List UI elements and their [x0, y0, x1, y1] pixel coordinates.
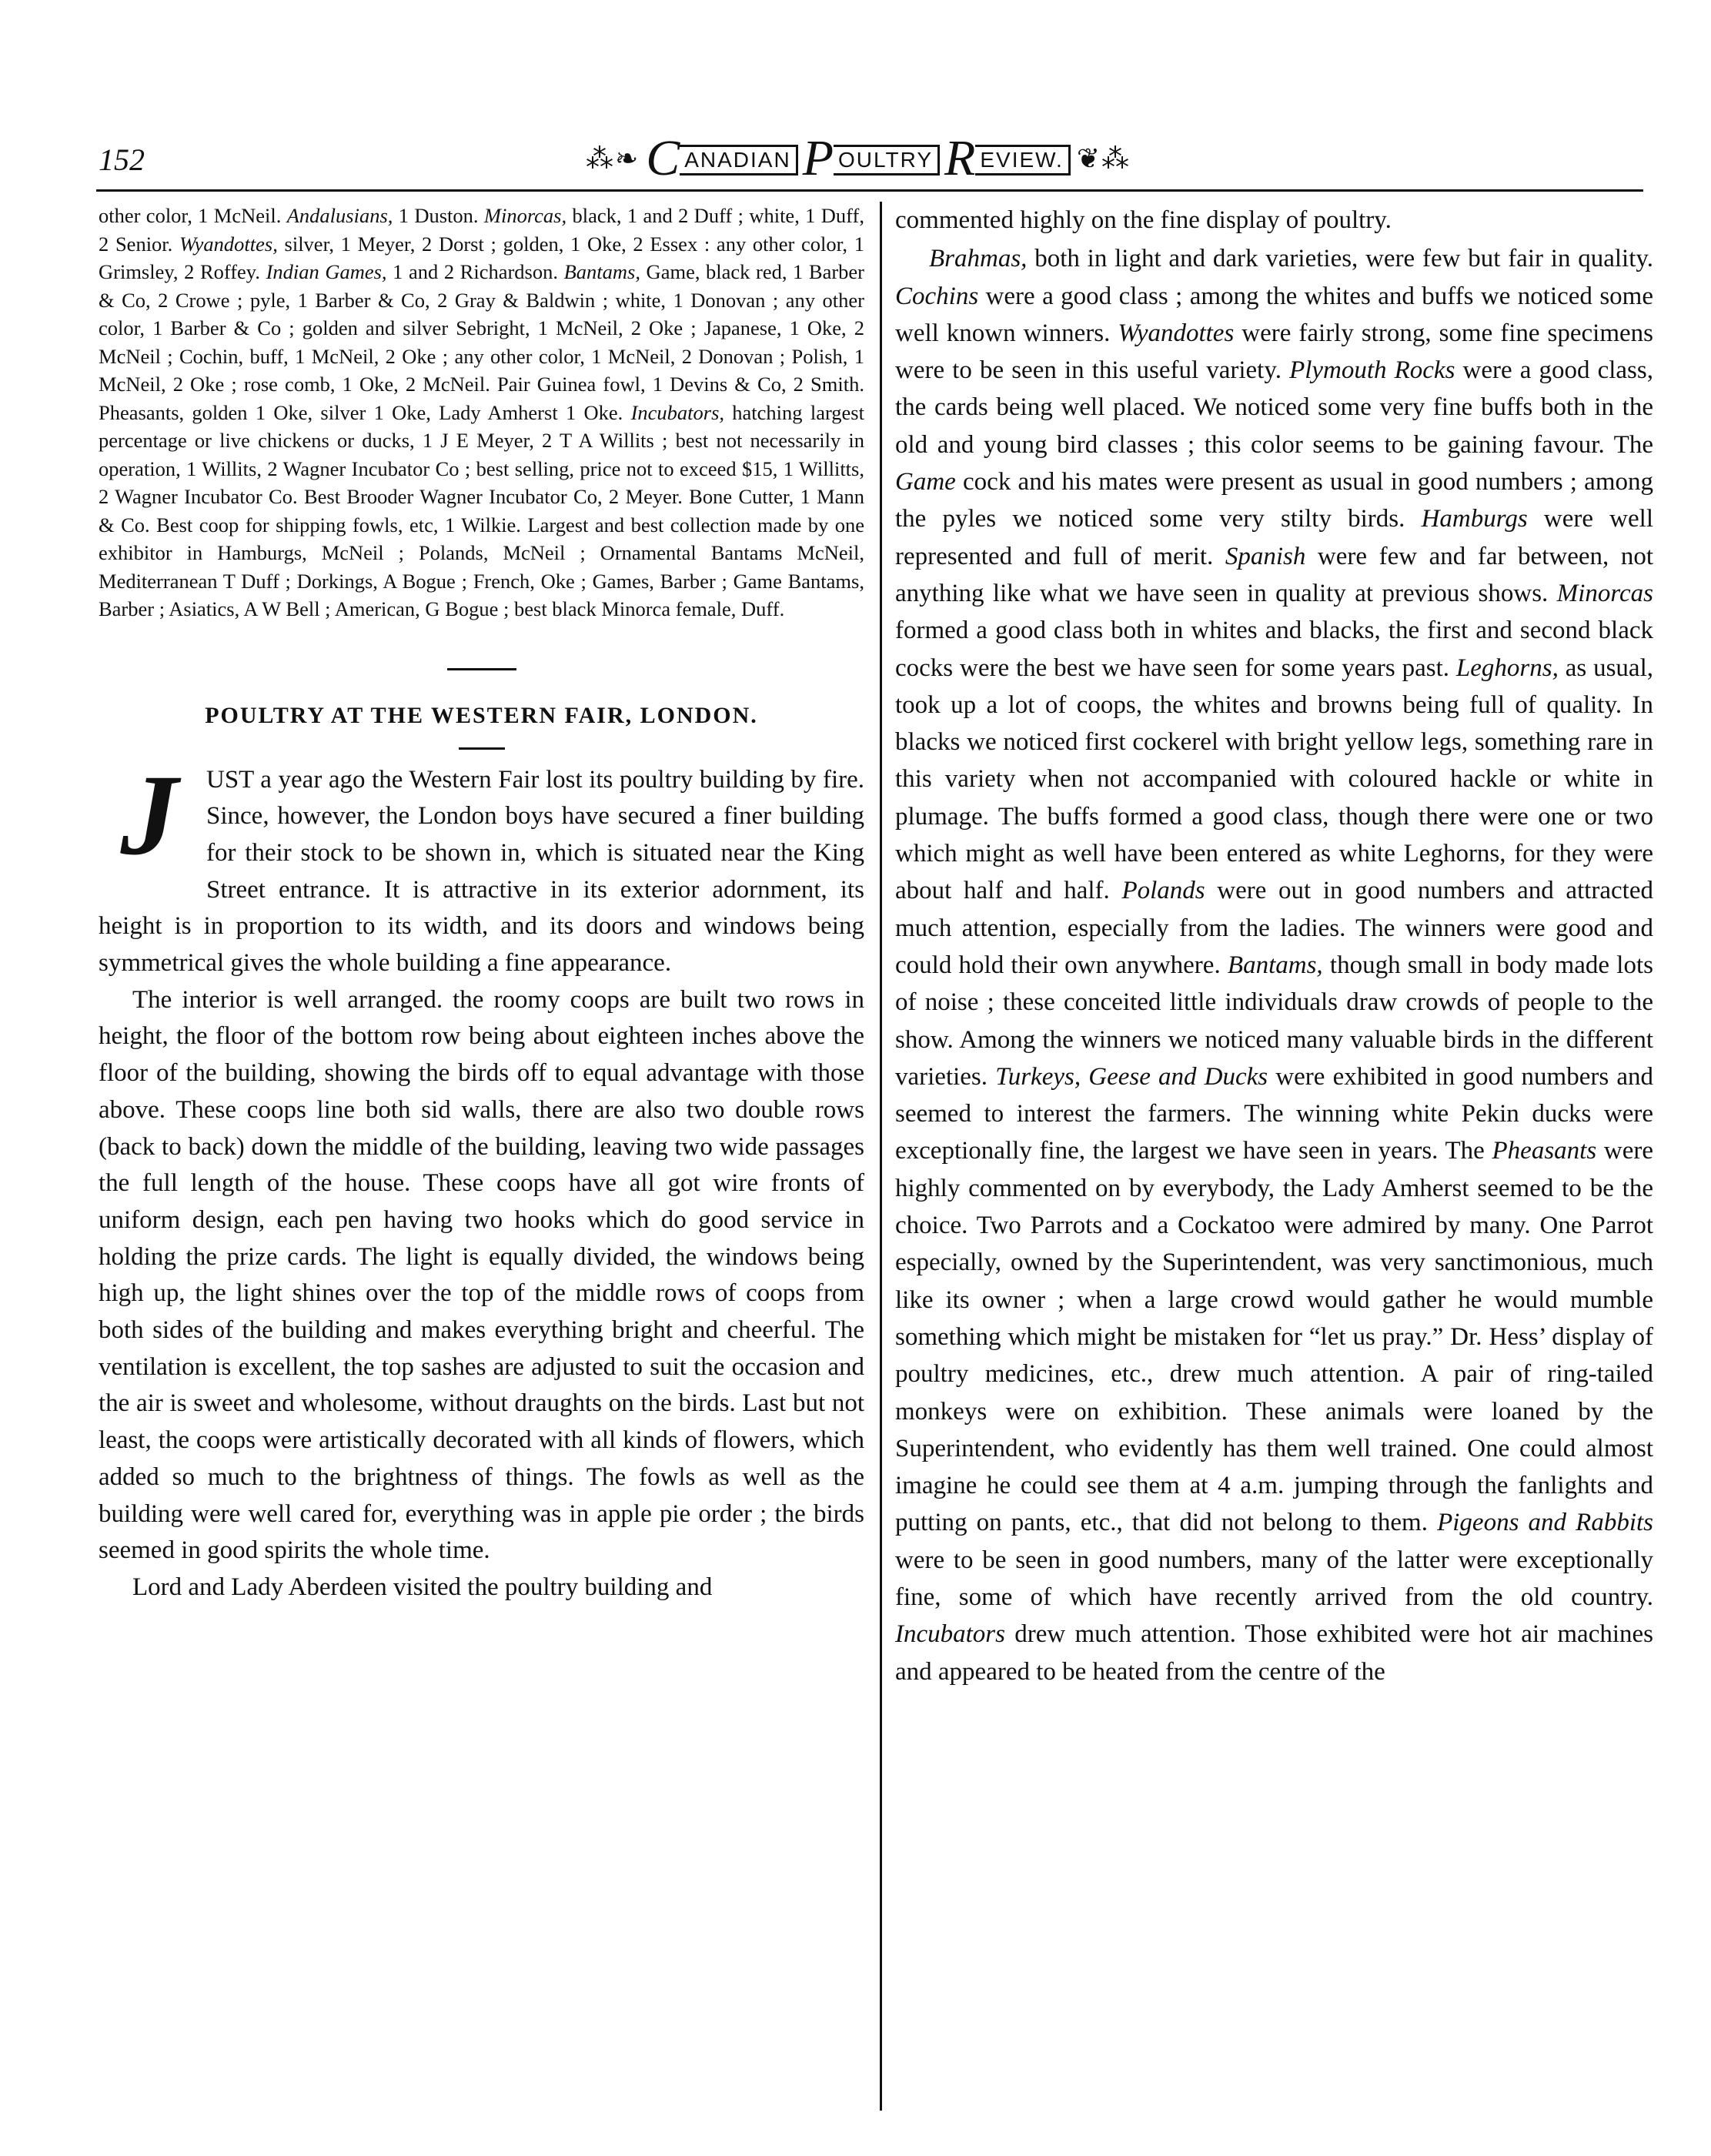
masthead-title [646, 130, 1071, 186]
article-opening [99, 750, 864, 982]
article-paragraph: commented highly on the fine display of poultry. [895, 206, 1392, 234]
article-paragraph: UST a year ago the Western Fair lost its poultry building by fire. Since, however, the London boys have secured a finer building for their stock to be shown in, which is situated near the King Street entrance. It is attractive in its exterior adornment, its height is in proportion to its width, and its doors and windows being symmetrical gives the whole building a fine appearance. [99, 765, 864, 978]
prize-list: other color, 1 McNeil. Andalusians, 1 Duston. Minorcas, black, 1 and 2 Duff ; white, 1 Duff, 2 Senior. Wyandottes, silver, 1 Meyer, 2 Dorst ; golden, 1 Oke, 2 Essex : any other color, 1 Grimsley, 2 Roffey. Indian Games, 1 and 2 Richardson. Bantams, Game, black red, 1 Barber & Co, 2 Crowe ; pyle, 1 Barber & Co, 2 Gray & Baldwin ; white, 1 Donovan ; any other color, 1 Barber & Co ; golden and silver Sebright, 1 McNeil, 2 Oke ; Japanese, 1 Oke, 2 McNeil ; Cochin, buff, 1 McNeil, 2 Oke ; any other color, 1 McNeil, 2 Donovan ; Polish, 1 McNeil, 2 Oke ; rose comb, 1 Oke, 2 McNeil. Pair Guinea fowl, 1 Devins & Co, 2 Smith. Pheasants, golden 1 Oke, silver 1 Oke, Lady Amherst 1 Oke. Incubators, hatching largest percentage or live chickens or ducks, 1 J E Meyer, 2 T A Willits ; best not necessarily in operation, 1 Willits, 2 Wagner Incubator Co ; best selling, price not to exceed $15, 1 Willitts, 2 Wagner Incubator Co. Best Brooder Wagner Incubator Co, 2 Meyer. Bone Cutter, 1 Mann & Co. Best coop for shipping fowls, etc, 1 Wilkie. Largest and best collection made by one exhibitor in Hamburgs, McNeil ; Polands, McNeil ; Ornamental Bantams McNeil, Mediterranean T Duff ; Dorkings, A Bogue ; French, Oke ; Games, Barber ; Game Bantams, Barber ; Asiatics, A W Bell ; American, G Bogue ; best black Minorca female, Duff. [99, 204, 864, 620]
page-number: 152 [99, 142, 145, 177]
header-rule [96, 189, 1643, 192]
masthead-word: R EVIEW. [944, 135, 1071, 182]
masthead [566, 131, 1151, 186]
article-paragraph: Lord and Lady Aberdeen visited the poultry building and [132, 1573, 713, 1601]
right-column [895, 202, 1653, 1690]
ornament-left-icon: ⁂❧ [586, 143, 640, 174]
drop-cap: J [120, 750, 179, 879]
article-paragraph: Brahmas, both in light and dark varieties, were few but fair in quality. Cochins were a good class ; among the whites and buffs we noticed some well known winners. Wyandottes were fairly strong, some fine specimens were to be seen in this useful variety. Plymouth Rocks were a good class, the cards being well placed. We noticed some very fine buffs both in the old and young bird classes ; this color seems to be gaining favour. The Game cock and his mates were present as usual in good numbers ; among the pyles we noticed some very stilty birds. Hamburgs were well represented and full of merit. Spanish were few and far between, not anything like what we have seen in quality at previous shows. Minorcas formed a good class both in whites and blacks, the first and second black cocks were the best we have seen for some years past. Leghorns, as usual, took up a lot of coops, the whites and browns being full of quality. In blacks we noticed first cockerel with bright yellow legs, something rare in this variety when not accompanied with coloured hackle or white in plumage. The buffs formed a good class, though there were one or two which might as well have been entered as white Leghorns, for they were about half and half. Polands were out in good numbers and attracted much attention, especially from the ladies. The winners were good and could hold their own anywhere. Bantams, though small in body made lots of noise ; these conceited little individuals draw crowds of people to the show. Among the winners we noticed many valuable birds in the different varieties. Turkeys, Geese and Ducks were exhibited in good numbers and seemed to interest the farmers. The winning white Pekin ducks were exceptionally fine, the largest we have seen in years. The Pheasants were highly commented on by everybody, the Lady Amherst seemed to be the choice. Two Parrots and a Cockatoo were admired by many. One Parrot especially, owned by the Superintendent, was very sanctimonious, much like its owner ; when a large crowd would gather he would mumble something which might be mistaken for “let us pray.” Dr. Hess’ display of poultry medicines, etc., drew much attention. A pair of ring-tailed monkeys were on exhibition. These animals were loaned by the Superintendent, who evidently has them well trained. One could almost imagine he could see them at 4 a.m. jumping through the fanlights and putting on pants, etc., that did not belong to them. Pigeons and Rabbits were to be seen in good numbers, many of the latter were exceptionally fine, some of which have recently arrived from the old country. Incubators drew much attention. Those exhibited were hot air machines and appeared to be heated from the centre of the [895, 245, 1654, 1686]
article-paragraph: The interior is well arranged. the roomy coops are built two rows in height, the floor of the bottom row being about eighteen inches above the floor of the building, showing the birds off to equal advantage with those above. These coops line both sid walls, there are also two double rows (back to back) down the middle of the building, leaving two wide passages the full length of the house. These coops have all got wire fronts of uniform design, each pen having two hooks which do good service in holding the prize cards. The light is equally divided, the windows being high up, the light shines over the top of the middle rows of coops from both sides of the building and makes everything bright and cheerful. The ventilation is excellent, the top sashes are adjusted to suit the occasion and the air is sweet and wholesome, without draughts on the birds. Last but not least, the coops were artistically decorated with all kinds of flowers, which added so much to the brightness of things. The fowls as well as the building were well cared for, everything was in apple pie order ; the birds seemed in good spirits the whole time. [99, 985, 864, 1565]
column-divider [880, 202, 882, 2111]
ornament-right-icon: ❦⁂ [1076, 143, 1131, 174]
article-headline: POULTRY AT THE WESTERN FAIR, LONDON. [205, 702, 758, 728]
left-column [99, 202, 864, 1606]
masthead-word: P OULTRY [803, 135, 940, 182]
masthead-word: C ANADIAN [646, 135, 798, 182]
